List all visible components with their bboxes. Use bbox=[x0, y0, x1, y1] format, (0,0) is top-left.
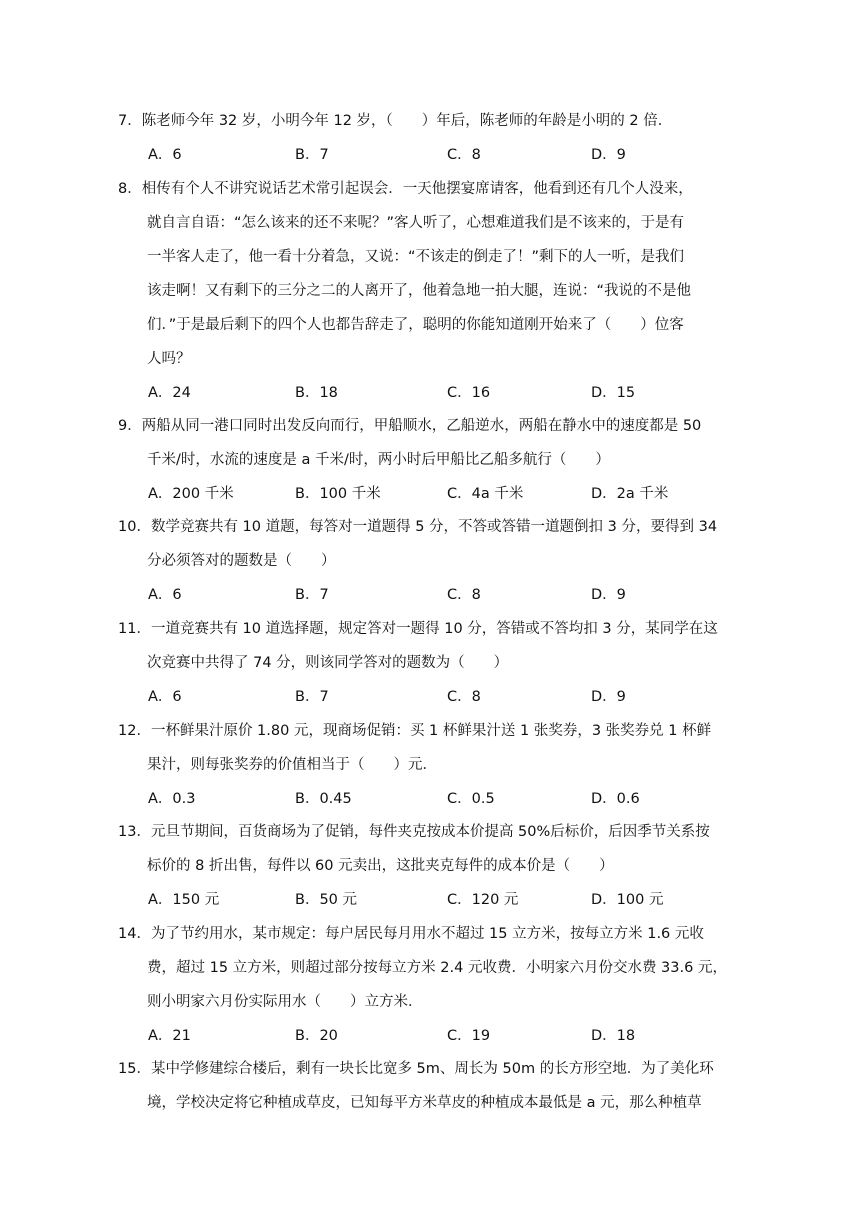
option-d: D．9 bbox=[591, 147, 626, 163]
option-d: D．18 bbox=[591, 1028, 636, 1044]
question-13 bbox=[118, 815, 738, 917]
question-11 bbox=[118, 612, 738, 714]
question-text: 14．为了节约用水，某市规定：每户居民每月用水不超过 15 立方米，按每立方米 1.6 元收 bbox=[118, 926, 704, 942]
question-text: 一半客人走了，他一看十分着急，又说：“不该走的倒走了！”剩下的人一听，是我们 bbox=[147, 249, 685, 265]
option-c: C．8 bbox=[447, 147, 481, 163]
option-c: C．16 bbox=[447, 385, 491, 401]
option-c: C．8 bbox=[447, 587, 481, 603]
option-d: D．9 bbox=[591, 587, 626, 603]
question-text: 标价的 8 折出售，每件以 60 元卖出，这批夹克每件的成本价是（ ） bbox=[147, 858, 614, 874]
option-c: C．4a 千米 bbox=[447, 486, 524, 502]
question-text: 费，超过 15 立方米，则超过部分按每立方米 2.4 元收费．小明家六月份交水费 33.6 元， bbox=[147, 960, 727, 976]
option-d: D．100 元 bbox=[591, 892, 664, 908]
option-d: D．2a 千米 bbox=[591, 486, 669, 502]
options-row bbox=[118, 1019, 738, 1053]
question-text: 分必须答对的题数是（ ） bbox=[147, 553, 336, 569]
question-text: 果汁，则每张奖券的价值相当于（ ）元． bbox=[147, 757, 437, 773]
question-text: 8．相传有个人不讲究说话艺术常引起误会．一天他摆宴席请客，他看到还有几个人没来， bbox=[118, 181, 693, 197]
question-8 bbox=[118, 172, 738, 410]
question-text: 15．某中学修建综合楼后，剩有一块长比宽多 5m、周长为 50m 的长方形空地．为了美化环 bbox=[118, 1061, 714, 1077]
option-d: D．9 bbox=[591, 689, 626, 705]
question-10 bbox=[118, 510, 738, 612]
options-row bbox=[118, 680, 738, 714]
question-text: 12．一杯鲜果汁原价 1.80 元，现商场促销：买 1 杯鲜果汁送 1 张奖券，3 张奖券兑 1 杯鲜 bbox=[118, 723, 712, 739]
option-a: A．24 bbox=[148, 385, 191, 401]
option-a: A．21 bbox=[148, 1028, 191, 1044]
option-c: C．0.5 bbox=[447, 791, 495, 807]
question-text: 千米/时，水流的速度是 a 千米/时，两小时后甲船比乙船多航行（ ） bbox=[147, 452, 610, 468]
option-a: A．6 bbox=[148, 587, 182, 603]
question-14 bbox=[118, 917, 738, 1053]
options-row bbox=[118, 883, 738, 917]
option-b: B．0.45 bbox=[295, 791, 352, 807]
option-a: A．200 千米 bbox=[148, 486, 234, 502]
option-b: B．50 元 bbox=[295, 892, 358, 908]
option-b: B．7 bbox=[295, 587, 329, 603]
options-row bbox=[118, 138, 738, 172]
question-15 bbox=[118, 1052, 738, 1120]
question-text: 境，学校决定将它种植成草皮，已知每平方米草皮的种植成本最低是 a 元，那么种植草 bbox=[147, 1095, 702, 1111]
option-d: D．15 bbox=[591, 385, 636, 401]
question-text: 11．一道竞赛共有 10 道选择题，规定答对一题得 10 分，答错或不答均扣 3 分，某同学在这 bbox=[118, 621, 718, 637]
option-a: A．6 bbox=[148, 689, 182, 705]
options-row bbox=[118, 376, 738, 410]
options-row bbox=[118, 782, 738, 816]
question-text: 就自言自语：“怎么该来的还不来呢？”客人听了，心想难道我们是不该来的，于是有 bbox=[147, 215, 685, 231]
option-b: B．7 bbox=[295, 689, 329, 705]
option-c: C．120 元 bbox=[447, 892, 519, 908]
option-b: B．7 bbox=[295, 147, 329, 163]
option-c: C．8 bbox=[447, 689, 481, 705]
question-text: 人吗？ bbox=[147, 351, 191, 367]
option-c: C．19 bbox=[447, 1028, 491, 1044]
question-text: 次竞赛中共得了 74 分，则该同学答对的题数为（ ） bbox=[147, 655, 509, 671]
question-text: 10．数学竞赛共有 10 道题，每答对一道题得 5 分，不答或答错一道题倒扣 3 分，要得到 34 bbox=[118, 519, 718, 535]
question-7 bbox=[118, 104, 738, 172]
question-text: 则小明家六月份实际用水（ ）立方米． bbox=[147, 994, 423, 1010]
question-9 bbox=[118, 409, 738, 511]
option-a: A．150 元 bbox=[148, 892, 220, 908]
option-a: A．0.3 bbox=[148, 791, 196, 807]
question-text: 9．两船从同一港口同时出发反向而行，甲船顺水，乙船逆水，两船在静水中的速度都是 50 bbox=[118, 418, 702, 434]
question-12 bbox=[118, 714, 738, 816]
options-row bbox=[118, 578, 738, 612]
option-b: B．100 千米 bbox=[295, 486, 381, 502]
option-a: A．6 bbox=[148, 147, 182, 163]
option-b: B．18 bbox=[295, 385, 338, 401]
option-b: B．20 bbox=[295, 1028, 338, 1044]
question-text: 该走啊！又有剩下的三分之二的人离开了，他着急地一拍大腿，连说：“我说的不是他 bbox=[147, 283, 692, 299]
question-text: 们．”于是最后剩下的四个人也都告辞走了，聪明的你能知道刚开始来了（ ）位客 bbox=[147, 317, 684, 333]
options-row bbox=[118, 477, 738, 511]
option-d: D．0.6 bbox=[591, 791, 640, 807]
question-text: 7．陈老师今年 32 岁，小明今年 12 岁，（ ）年后，陈老师的年龄是小明的 2 倍． bbox=[118, 113, 673, 129]
question-text: 13．元旦节期间，百货商场为了促销，每件夹克按成本价提高 50%后标价，后因季节关系按 bbox=[118, 824, 710, 840]
